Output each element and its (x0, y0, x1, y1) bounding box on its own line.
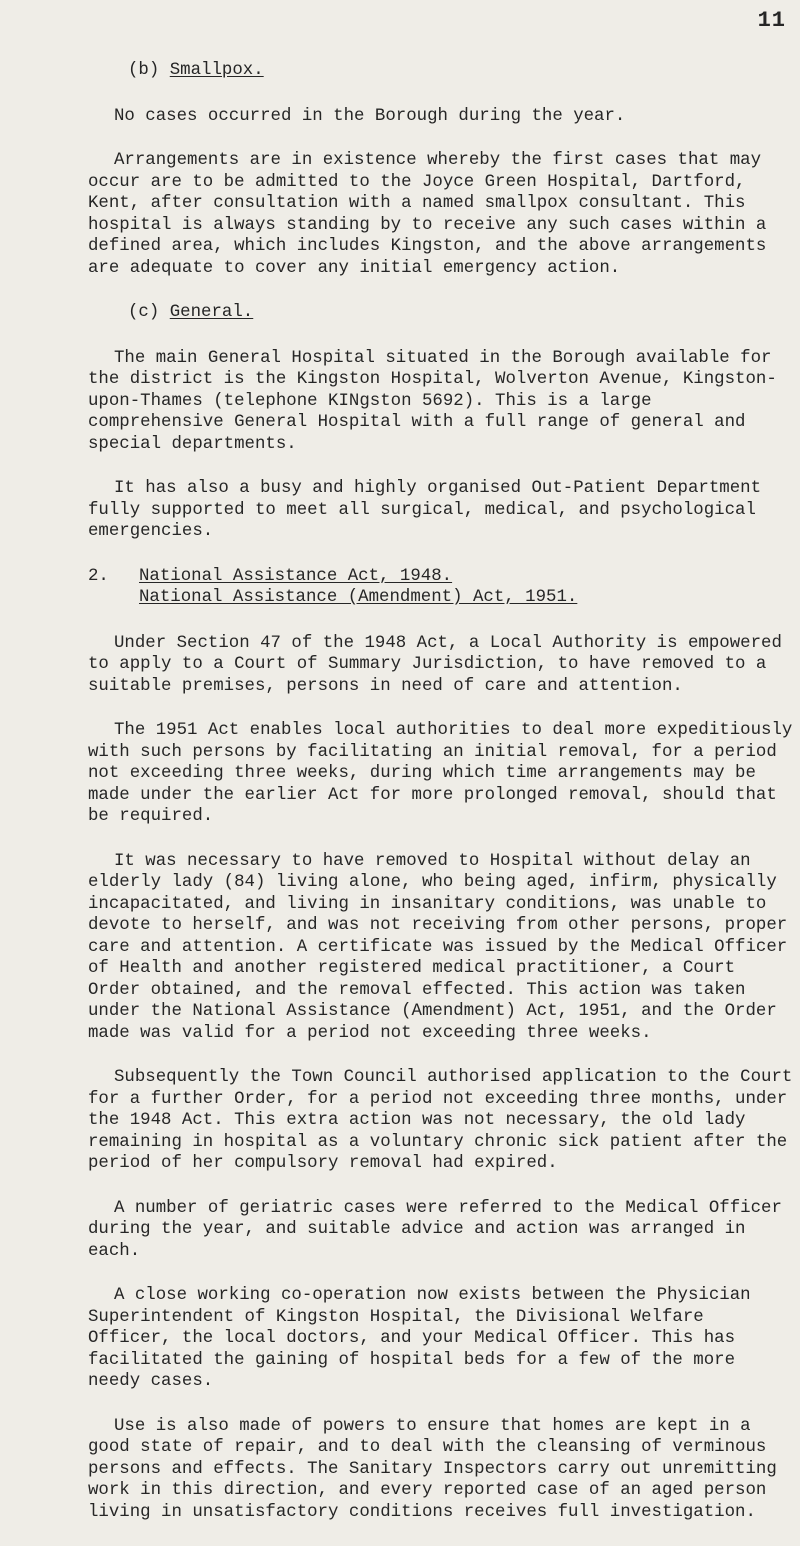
paragraph: Arrangements are in existence whereby the first cases that may occur are to be admitted to the Joyce Green Hospital, Dartford, Kent, after consultation with a named smallpox consultant. This hospital is always standing by to receive any such cases within a defined area, which includes Kingston, and the above arrangements are adequate to cover any initial emergency action. (88, 151, 767, 278)
section-title: General. (169, 303, 254, 322)
paragraph: Use is also made of powers to ensure that homes are kept in a good state of repair, and to deal with the cleansing of verminous persons and effects. The Sanitary Inspectors carry out unremitting work in this direction, and every reported case of an aged person living in unsatisfactory conditions receives full investigation. (88, 1416, 777, 1522)
paragraph: Under Section 47 of the 1948 Act, a Local Authority is empowered to apply to a Court of Summary Jurisdiction, to have removed to a suitable premises, persons in need of care and attention. (88, 633, 782, 696)
section-number: 2. (88, 566, 109, 586)
paragraph: It has also a busy and highly organised Out-Patient Department fully supported to meet all surgical, medical, and psychological emergencies. (88, 479, 762, 541)
page-number: 11 (757, 8, 786, 33)
section-title: Smallpox. (169, 61, 264, 80)
paragraph: A number of geriatric cases were referred to the Medical Officer during the year, and suitable advice and action was arranged in each. (88, 1198, 782, 1261)
paragraph: A close working co-operation now exists between the Physician Superintendent of Kingston Hospital, the Divisional Welfare Officer, the local doctors, and your Medical Officer. This has facilitated the gaining of hospital beds for a few of the more needy cases. (88, 1286, 751, 1391)
section-label: (b) (128, 61, 160, 80)
paragraph: No cases occurred in the Borough during the year. (114, 106, 626, 126)
section-title-act-1951: National Assistance (Amendment) Act, 1951. (139, 588, 578, 607)
paragraph: It was necessary to have removed to Hospital without delay an elderly lady (84) living alone, who being aged, infirm, physically incapacitated, and living in insanitary conditions, was unable to devote to herself, and was not receiving from other persons, proper care and attention. A certificate was issued by the Medical Officer of Health and another registered medical practitioner, a Court Order obtained, and the removal effected. This action was taken under the National Assistance (Amendment) Act, 1951, and the Order made was valid for a period not exceeding three weeks. (88, 851, 788, 1043)
paragraph: The 1951 Act enables local authorities to deal more expeditiously with such persons by facilitating an initial removal, for a period not exceeding three weeks, during which time arrangements may be made under the earlier Act for more prolonged removal, should that be required. (88, 721, 793, 826)
section-heading-general (128, 302, 794, 324)
page-content (88, 60, 794, 1546)
section-heading-smallpox (128, 60, 794, 82)
paragraph: The main General Hospital situated in the Borough available for the district is the Kingston Hospital, Wolverton Avenue, Kingston-upon-Thames (telephone KINgston 5692). This is a large comprehensive General Hospital with a full range of general and special departments. (88, 348, 777, 454)
section-heading-national-assistance (88, 566, 794, 609)
section-title-act-1948: National Assistance Act, 1948. (139, 566, 453, 586)
paragraph: Subsequently the Town Council authorised application to the Court for a further Order, for a period not exceeding three months, under the 1948 Act. This extra action was not necessary, the old lady remaining in hospital as a voluntary chronic sick patient after the period of her compulsory removal had expired. (88, 1068, 793, 1173)
section-label: (c) (128, 303, 160, 322)
